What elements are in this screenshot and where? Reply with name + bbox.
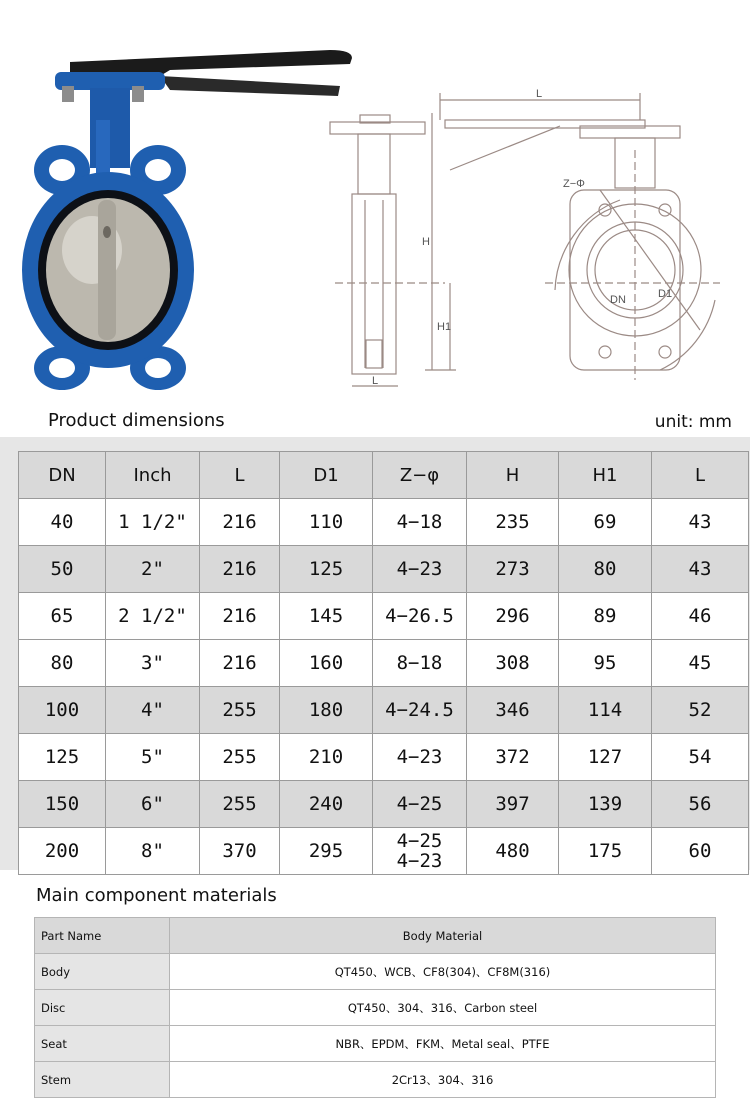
cell: 255 bbox=[200, 687, 280, 734]
cell: 46 bbox=[652, 593, 749, 640]
cell: 397 bbox=[467, 781, 559, 828]
table-row bbox=[19, 640, 749, 687]
materials-table bbox=[34, 917, 716, 1098]
cell: 110 bbox=[280, 499, 373, 546]
cell-multi bbox=[373, 828, 467, 875]
cell: 308 bbox=[467, 640, 559, 687]
col-header: DN bbox=[19, 452, 106, 499]
cell: 4−26.5 bbox=[373, 593, 467, 640]
col-header: Part Name bbox=[35, 918, 170, 954]
part-name: Disc bbox=[35, 990, 170, 1026]
cell: 50 bbox=[19, 546, 106, 593]
table-header-row bbox=[35, 918, 716, 954]
cell: 3" bbox=[106, 640, 200, 687]
cell: 4−25 bbox=[373, 781, 467, 828]
cell: 2 1/2" bbox=[106, 593, 200, 640]
part-material: NBR、EPDM、FKM、Metal seal、PTFE bbox=[170, 1026, 716, 1062]
cell: 100 bbox=[19, 687, 106, 734]
cell: 346 bbox=[467, 687, 559, 734]
cell: 160 bbox=[280, 640, 373, 687]
product-hero bbox=[0, 0, 750, 410]
part-name: Stem bbox=[35, 1062, 170, 1098]
cell: 60 bbox=[652, 828, 749, 875]
cell: 200 bbox=[19, 828, 106, 875]
materials-heading: Main component materials bbox=[36, 885, 277, 906]
cell: 216 bbox=[200, 499, 280, 546]
cell: 8−18 bbox=[373, 640, 467, 687]
cell: 255 bbox=[200, 734, 280, 781]
cell: 370 bbox=[200, 828, 280, 875]
cell: 125 bbox=[280, 546, 373, 593]
col-header: L bbox=[652, 452, 749, 499]
part-name: Seat bbox=[35, 1026, 170, 1062]
col-header: H bbox=[467, 452, 559, 499]
dimensions-panel bbox=[0, 437, 750, 870]
col-header: Body Material bbox=[170, 918, 716, 954]
cell: 235 bbox=[467, 499, 559, 546]
cell: 150 bbox=[19, 781, 106, 828]
cell: 8" bbox=[106, 828, 200, 875]
cell: 2" bbox=[106, 546, 200, 593]
label-h: H bbox=[422, 236, 430, 248]
cell: 255 bbox=[200, 781, 280, 828]
label-dn: DN bbox=[610, 294, 626, 306]
valve-photo bbox=[22, 50, 352, 390]
cell: 145 bbox=[280, 593, 373, 640]
table-row bbox=[35, 990, 716, 1026]
cell: 372 bbox=[467, 734, 559, 781]
cell: 52 bbox=[652, 687, 749, 734]
table-header-row bbox=[19, 452, 749, 499]
cell: 114 bbox=[559, 687, 652, 734]
part-name: Body bbox=[35, 954, 170, 990]
cell: 4−23 bbox=[373, 546, 467, 593]
cell: 56 bbox=[652, 781, 749, 828]
cell: 480 bbox=[467, 828, 559, 875]
dimensions-table bbox=[18, 451, 749, 875]
label-l-top: L bbox=[536, 88, 543, 100]
col-header: H1 bbox=[559, 452, 652, 499]
cell: 45 bbox=[652, 640, 749, 687]
cell: 40 bbox=[19, 499, 106, 546]
col-header: L bbox=[200, 452, 280, 499]
part-material: QT450、304、316、Carbon steel bbox=[170, 990, 716, 1026]
table-row bbox=[35, 1026, 716, 1062]
cell-line: 4−25 bbox=[396, 830, 443, 852]
cell: 80 bbox=[19, 640, 106, 687]
cell: 216 bbox=[200, 546, 280, 593]
cell-line: 4−23 bbox=[396, 850, 443, 872]
cell: 6" bbox=[106, 781, 200, 828]
cell: 54 bbox=[652, 734, 749, 781]
label-h1: H1 bbox=[437, 321, 452, 333]
unit-label: unit: mm bbox=[654, 412, 732, 432]
label-l-bottom: L bbox=[372, 375, 379, 387]
cell: 210 bbox=[280, 734, 373, 781]
cell: 4−23 bbox=[373, 734, 467, 781]
part-material: 2Cr13、304、316 bbox=[170, 1062, 716, 1098]
table-row bbox=[19, 687, 749, 734]
table-row bbox=[19, 781, 749, 828]
table-row bbox=[19, 828, 749, 875]
cell: 216 bbox=[200, 640, 280, 687]
cell: 296 bbox=[467, 593, 559, 640]
cell: 80 bbox=[559, 546, 652, 593]
table-row bbox=[19, 499, 749, 546]
table-row bbox=[35, 1062, 716, 1098]
label-z-phi: Z−Φ bbox=[563, 178, 585, 190]
cell: 4−24.5 bbox=[373, 687, 467, 734]
cell: 69 bbox=[559, 499, 652, 546]
cell: 240 bbox=[280, 781, 373, 828]
cell: 295 bbox=[280, 828, 373, 875]
cell: 125 bbox=[19, 734, 106, 781]
col-header: D1 bbox=[280, 452, 373, 499]
part-material: QT450、WCB、CF8(304)、CF8M(316) bbox=[170, 954, 716, 990]
dimensions-heading: Product dimensions bbox=[48, 410, 225, 431]
cell: 4" bbox=[106, 687, 200, 734]
cell: 95 bbox=[559, 640, 652, 687]
cell: 139 bbox=[559, 781, 652, 828]
cell: 180 bbox=[280, 687, 373, 734]
cell: 273 bbox=[467, 546, 559, 593]
cell: 175 bbox=[559, 828, 652, 875]
label-d1: D1 bbox=[658, 288, 673, 300]
col-header: Inch bbox=[106, 452, 200, 499]
table-row bbox=[35, 954, 716, 990]
technical-drawing bbox=[330, 93, 720, 386]
cell: 43 bbox=[652, 499, 749, 546]
cell: 89 bbox=[559, 593, 652, 640]
cell: 216 bbox=[200, 593, 280, 640]
cell: 4−18 bbox=[373, 499, 467, 546]
cell: 127 bbox=[559, 734, 652, 781]
cell: 5" bbox=[106, 734, 200, 781]
table-row bbox=[19, 593, 749, 640]
cell: 1 1/2" bbox=[106, 499, 200, 546]
cell: 43 bbox=[652, 546, 749, 593]
table-row bbox=[19, 546, 749, 593]
col-header: Z−φ bbox=[373, 452, 467, 499]
cell: 65 bbox=[19, 593, 106, 640]
table-row bbox=[19, 734, 749, 781]
